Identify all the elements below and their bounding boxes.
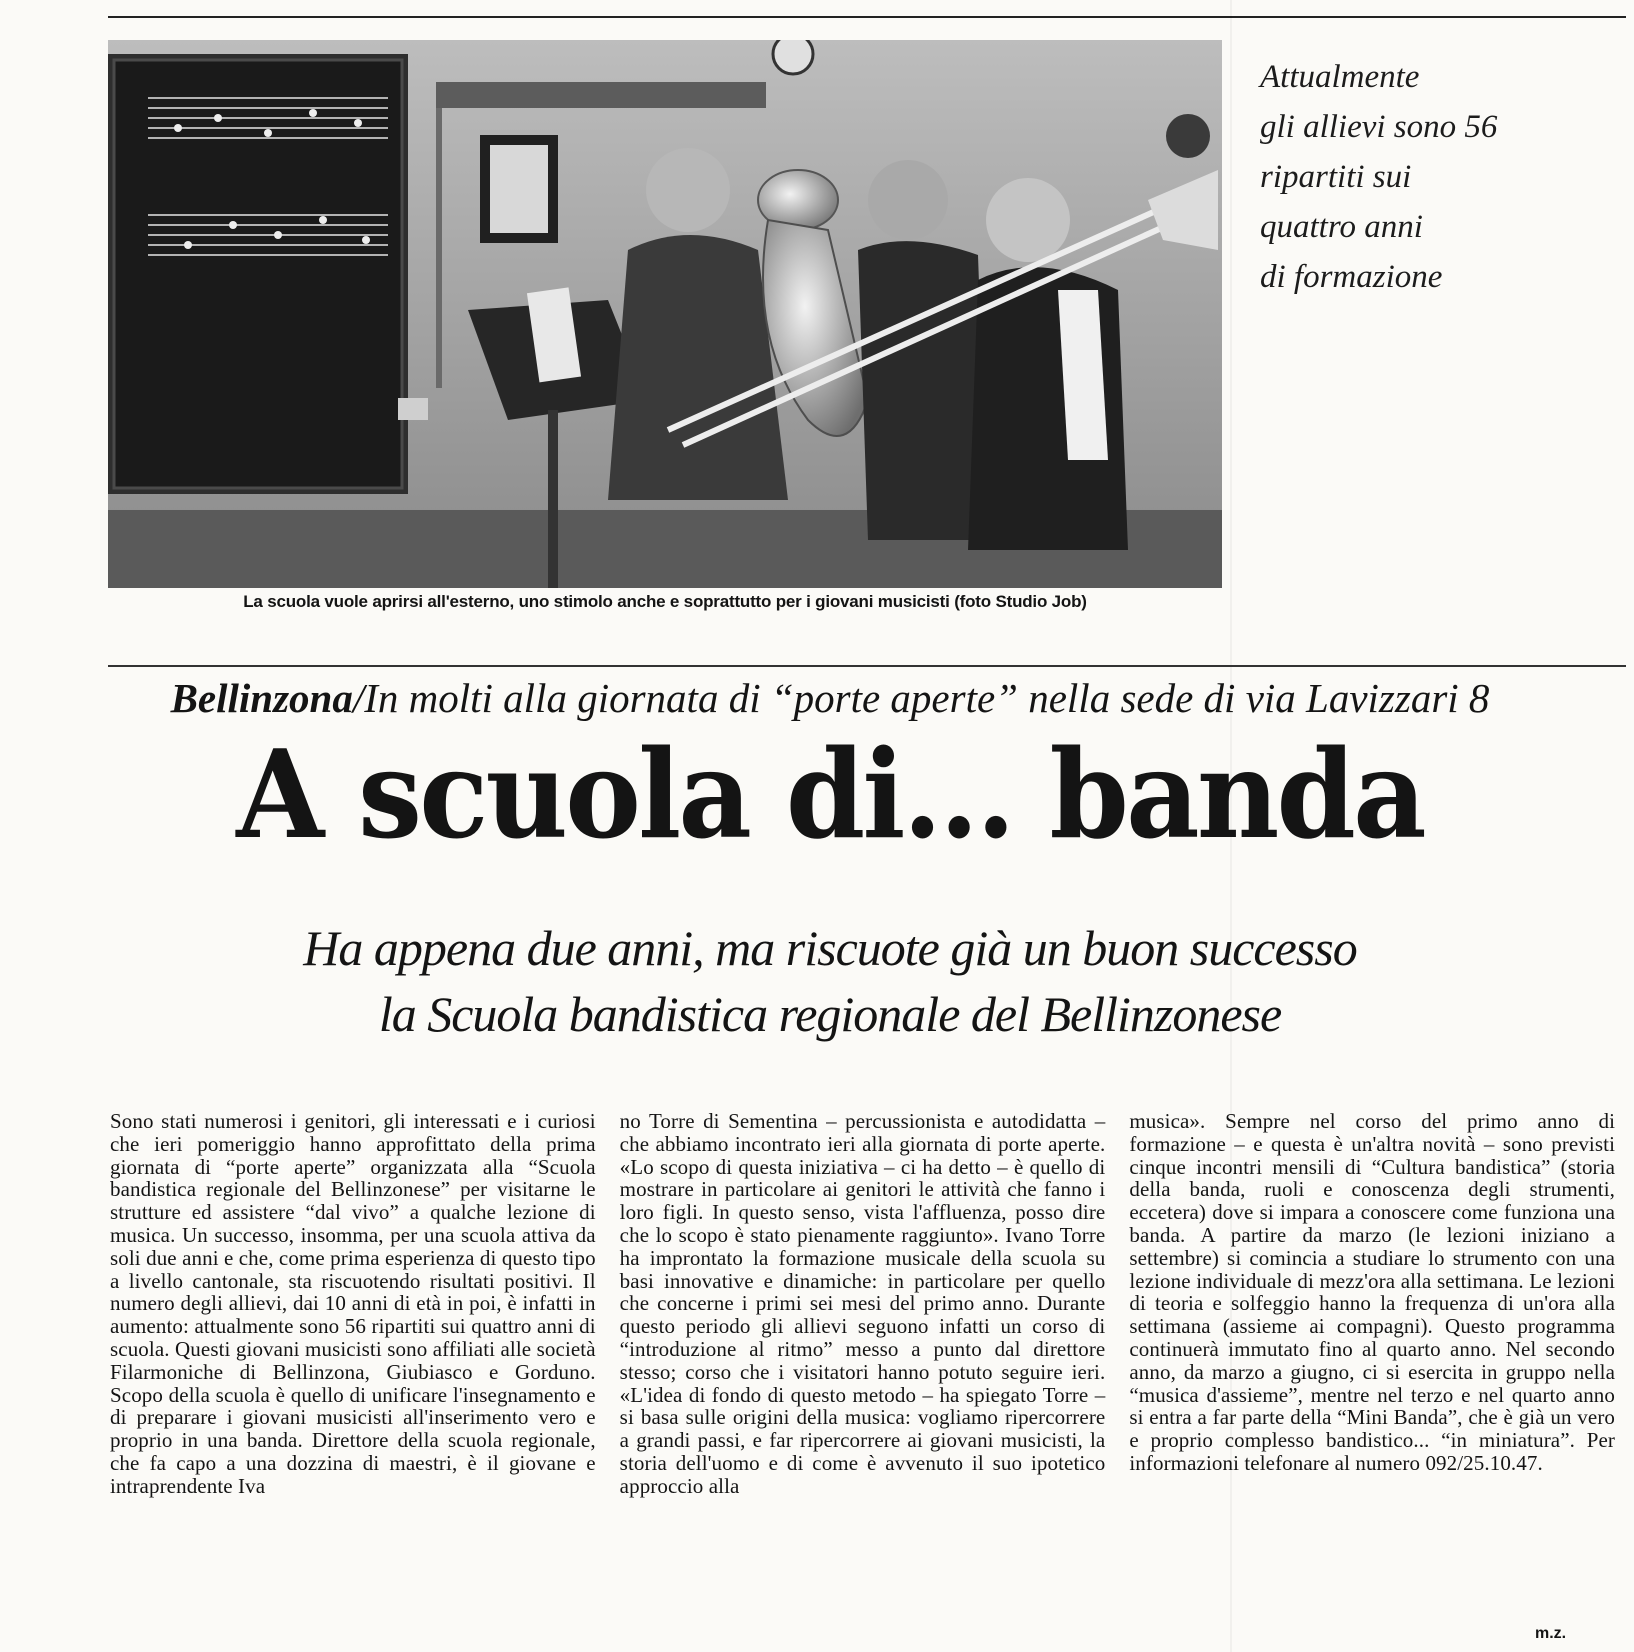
subheadline-line: la Scuola bandistica regionale del Bellinzonese: [378, 986, 1282, 1042]
kicker: [80, 674, 1580, 722]
photo-caption: La scuola vuole aprirsi all'esterno, uno stimolo anche e soprattutto per i giovani musicisti (foto Studio Job): [243, 592, 1087, 611]
pull-quote-line: quattro anni: [1260, 209, 1423, 245]
section-rule: [108, 665, 1626, 667]
kicker-text: /In molti alla giornata di “porte aperte” nella sede di via Lavizzari 8: [352, 675, 1490, 721]
photo-illustration: [108, 40, 1222, 588]
article-column-3: [1129, 1110, 1615, 1630]
pull-quote-line: ripartiti sui: [1260, 159, 1412, 195]
headline: A scuola di... banda: [236, 722, 1424, 866]
subheadline-line: Ha appena due anni, ma riscuote già un buon successo: [303, 920, 1357, 976]
column-text: Sono stati numerosi i genitori, gli interessati e i curiosi che ieri pomeriggio hanno approfittato della prima giornata di “porte aperte” organizzata alla “Scuola bandistica regionale del Bellinzonese” per visitarne le strutture ed assistere “dal vivo” a qualche lezione di musica. Un successo, insomma, per una scuola attiva da soli due anni e che, come prima esperienza di questo tipo a livello cantonale, sta riscuotendo risultati positivi. Il numero degli allievi, dai 10 anni di età in poi, è infatti in aumento: attualmente sono 56 ripartiti sui quattro anni di scuola. Questi giovani musicisti sono affiliati alle società Filarmoniche di Bellinzona, Giubiasco e Gorduno. Scopo della scuola è quello di unificare l'insegnamento e di preparare i giovani musicisti all'inserimento vero e proprio in una banda. Direttore della scuola regionale, che fa capo a una dozzina di maestri, è il giovane e intraprendente Iva: [110, 1109, 596, 1498]
article-column-2: [620, 1110, 1106, 1630]
article-photo: [108, 40, 1222, 588]
article-body: [110, 1110, 1615, 1630]
kicker-place: Bellinzona: [170, 675, 353, 721]
column-text: no Torre di Sementina – percussionista e autodidatta – che abbiamo incontrato ieri alla giornata di porte aperte. «Lo scopo di questa iniziativa – ci ha detto – è quello di mostrare in particolare ai genitori le attività che fanno i loro figli. In questo senso, vista l'affluenza, posso dire che lo scopo è stato pienamente raggiunto». Ivano Torre ha improntato la formazione musicale della scuola su basi innovative e dinamiche: in particolare per quello che concerne i primi sei mesi del primo anno. Durante questo periodo gli allievi seguono infatti un corso di “introduzione al ritmo” messo a punto dal direttore stesso; corso che i visitatori hanno potuto seguire ieri. «L'idea di fondo di questo metodo – ha spiegato Torre – si basa sulle origini della musica: vogliamo ripercorrere a grandi passi, e far ripercorrere ai giovani musicisti, la storia dell'uomo e di come è avvenuto il suo ipotetico approccio alla: [619, 1109, 1106, 1498]
pull-quote-line: gli allievi sono 56: [1260, 109, 1498, 145]
pull-quote-line: di formazione: [1260, 259, 1443, 295]
top-rule: [108, 16, 1626, 18]
author-initials: m.z.: [1535, 1625, 1567, 1642]
article-column-1: [110, 1110, 596, 1630]
column-text: musica». Sempre nel corso del primo anno di formazione – e questa è un'altra novità – sono previsti cinque incontri mensili di “Cultura bandistica” (storia della banda, ruoli e conoscenza degli strumenti, eccetera) dove si impara a conoscere come funziona una banda. A partire da marzo (le lezioni iniziano a settembre) si comincia a studiare lo strumento con una lezione individuale di mezz'ora alla settimana. Le lezioni di teoria e solfeggio hanno la frequenza di un'ora alla settimana (assieme ai compagni). Questo programma continuerà immutato fino al quarto anno. Nel secondo anno, da marzo a giugno, ci si esercita in gruppo nella “musica d'assieme”, mentre nel terzo e nel quarto anno si entra a far parte della “Mini Banda”, che è già un vero e proprio complesso bandistico... “in miniatura”. Per informazioni telefonare al numero 092/25.10.47.: [1129, 1109, 1616, 1475]
pull-quote: [1260, 52, 1600, 302]
pull-quote-line: Attualmente: [1260, 59, 1420, 95]
subheadline: [80, 915, 1580, 1047]
